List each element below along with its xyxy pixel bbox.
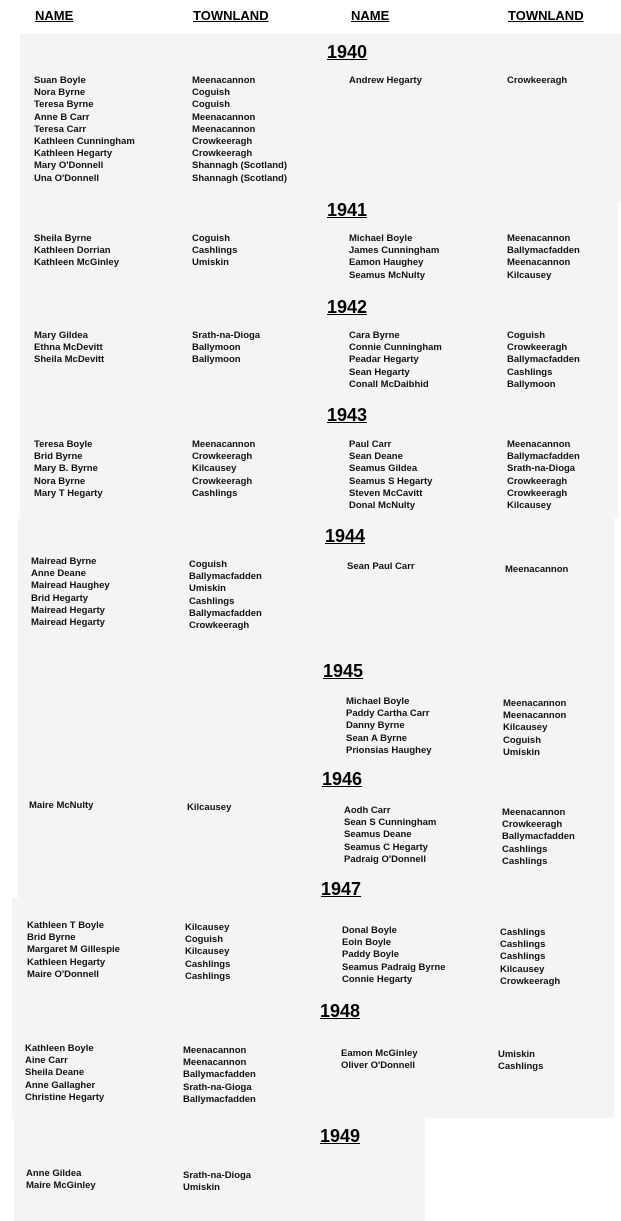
person-name: Teresa Boyle xyxy=(34,439,93,450)
person-name: Michael Boyle xyxy=(349,233,413,244)
townland: Meenacannon xyxy=(505,564,569,575)
townland: Ballymacfadden xyxy=(507,245,580,257)
townland: Srath-na-Dioga xyxy=(192,330,261,341)
year-heading: 1941 xyxy=(327,200,368,220)
townland: Meenacannon xyxy=(503,710,567,722)
person-name: Christine Hegarty xyxy=(25,1091,105,1103)
townland: Meenacannon xyxy=(183,1057,247,1069)
boys-name-column xyxy=(344,805,436,866)
person-name: Padraig O'Donnell xyxy=(344,853,426,865)
townland: Ballymoon xyxy=(507,378,556,390)
person-name: Suan Boyle xyxy=(34,75,86,86)
year-heading: 1948 xyxy=(320,1001,361,1021)
person-name: Connie Hegarty xyxy=(342,973,413,985)
person-name: Sean S Cunningham xyxy=(344,817,437,829)
townland: Meenacannon xyxy=(503,698,567,709)
townland: Ballymacfadden xyxy=(189,607,262,619)
person-name: James Cunningham xyxy=(349,245,440,257)
girls-townland-column xyxy=(185,922,230,983)
townland: Cashlings xyxy=(185,970,231,982)
person-name: Kathleen Dorrian xyxy=(34,245,111,257)
person-name: Kathleen McGinley xyxy=(34,257,119,269)
person-name: Oliver O'Donnell xyxy=(341,1060,416,1072)
townland: Coguish xyxy=(192,87,230,99)
girls-townland-column xyxy=(192,439,255,500)
townland: Meenacannon xyxy=(183,1045,247,1056)
person-name: Eoin Boyle xyxy=(342,937,392,949)
person-name: Seamus McNulty xyxy=(349,269,426,281)
townland: Ballymacfadden xyxy=(189,571,262,583)
girls-townland-column xyxy=(189,559,262,632)
header-townland-left: TOWNLAND xyxy=(193,8,269,23)
person-name: Nora Byrne xyxy=(34,475,86,487)
year-heading: 1944 xyxy=(325,526,366,546)
townland: Kilcausey xyxy=(185,946,230,958)
girls-townland-column xyxy=(192,330,260,367)
townland: Ballymacfadden xyxy=(502,831,575,843)
girls-name-column xyxy=(34,439,103,500)
girls-name-column xyxy=(34,330,104,367)
boys-townland-column xyxy=(507,439,580,512)
townland: Umiskin xyxy=(189,583,226,595)
townland: Srath-na-Dioga xyxy=(507,463,576,475)
townland: Crowkeeragh xyxy=(192,451,253,463)
boys-name-column xyxy=(342,925,446,986)
person-name: Sean Deane xyxy=(349,451,403,463)
person-name: Sheila Byrne xyxy=(34,233,92,244)
person-name: Margaret M Gillespie xyxy=(27,944,120,956)
person-name: Sean Hegarty xyxy=(349,366,410,378)
boys-townland-column xyxy=(505,564,568,576)
person-name: Maire McGinley xyxy=(26,1180,96,1192)
boys-name-column xyxy=(349,233,439,282)
person-name: Connie Cunningham xyxy=(349,342,442,354)
townland: Coguish xyxy=(192,99,230,111)
person-name: Seamus S Hegarty xyxy=(349,475,433,487)
person-name: Mary O'Donnell xyxy=(34,160,104,172)
person-name: Teresa Carr xyxy=(34,123,87,135)
year-heading: 1949 xyxy=(320,1126,361,1146)
townland: Shannagh (Scotland) xyxy=(192,172,287,184)
person-name: Prionsias Haughey xyxy=(346,744,432,756)
person-name: Maire O'Donnell xyxy=(27,968,99,980)
townland: Meenacannon xyxy=(507,257,571,269)
girls-name-column xyxy=(34,233,119,270)
year-heading: 1947 xyxy=(321,879,362,899)
person-name: Anne Gallagher xyxy=(25,1079,96,1091)
boys-name-column xyxy=(347,561,415,573)
townland: Coguish xyxy=(185,934,223,946)
townland: Meenacannon xyxy=(192,123,256,135)
townland: Srath-na-Gioga xyxy=(183,1081,252,1093)
townland: Crowkeeragh xyxy=(507,487,568,499)
townland: Srath-na-Dioga xyxy=(183,1170,252,1181)
townland: Crowkeeragh xyxy=(500,975,561,987)
person-name: Conall McDaibhid xyxy=(349,378,429,390)
townland: Umiskin xyxy=(503,746,540,758)
person-name: Seamus Padraig Byrne xyxy=(342,961,446,973)
boys-name-column xyxy=(346,696,432,757)
person-name: Paul Carr xyxy=(349,439,392,450)
townland: Ballymacfadden xyxy=(183,1093,256,1105)
girls-name-column xyxy=(29,800,93,812)
person-name: Brid Byrne xyxy=(34,451,83,463)
person-name: Brid Byrne xyxy=(27,932,76,944)
girls-townland-column xyxy=(192,233,237,270)
person-name: Una O'Donnell xyxy=(34,172,100,184)
person-name: Steven McCavitt xyxy=(349,487,423,499)
townland: Cashlings xyxy=(192,487,238,499)
townland: Cashlings xyxy=(185,958,231,970)
townland: Crowkeeragh xyxy=(502,819,563,831)
townland: Kilcausey xyxy=(192,463,237,475)
townland: Meenacannon xyxy=(192,111,256,123)
townland: Cashlings xyxy=(507,366,553,378)
person-name: Seamus Gildea xyxy=(349,463,418,475)
boys-name-column xyxy=(349,75,422,87)
year-heading: 1942 xyxy=(327,297,368,317)
person-name: Anne B Carr xyxy=(34,111,90,123)
boys-townland-column xyxy=(507,233,580,282)
person-name: Paddy Cartha Carr xyxy=(346,708,430,720)
townland: Crowkeeragh xyxy=(192,148,253,160)
townland: Coguish xyxy=(503,734,541,746)
girls-townland-column xyxy=(183,1170,251,1194)
townland: Cashlings xyxy=(502,843,548,855)
year-heading: 1946 xyxy=(322,769,363,789)
townland: Cashlings xyxy=(500,939,546,951)
person-name: Sean Paul Carr xyxy=(347,561,415,572)
person-name: Cara Byrne xyxy=(349,330,400,341)
girls-name-column xyxy=(25,1043,104,1104)
townland: Crowkeeragh xyxy=(507,342,568,354)
townland: Shannagh (Scotland) xyxy=(192,160,287,172)
girls-townland-column xyxy=(187,802,231,814)
townland: Umiskin xyxy=(192,257,229,269)
townland: Crowkeeragh xyxy=(507,475,568,487)
girls-townland-column xyxy=(183,1045,256,1106)
person-name: Nora Byrne xyxy=(34,87,86,99)
townland: Cashlings xyxy=(189,595,235,607)
person-name: Maire McNulty xyxy=(29,800,94,811)
person-name: Mairead Hegarty xyxy=(31,604,105,616)
person-name: Kathleen T Boyle xyxy=(27,920,105,931)
boys-townland-column xyxy=(503,698,566,759)
townland: Ballymacfadden xyxy=(183,1069,256,1081)
header-name-right: NAME xyxy=(351,8,390,23)
person-name: Danny Byrne xyxy=(346,720,405,732)
year-heading: 1940 xyxy=(327,42,368,62)
townland: Cashlings xyxy=(498,1061,544,1073)
townland: Meenacannon xyxy=(502,807,566,818)
person-name: Mary Gildea xyxy=(34,330,88,341)
townland: Cashlings xyxy=(500,927,546,938)
boys-townland-column xyxy=(507,75,567,87)
person-name: Seamus C Hegarty xyxy=(344,841,428,853)
year-heading: 1945 xyxy=(323,661,364,681)
header-townland-right: TOWNLAND xyxy=(508,8,584,23)
header-name-left: NAME xyxy=(35,8,74,23)
townland: Umiskin xyxy=(183,1182,220,1194)
person-name: Seamus Deane xyxy=(344,829,412,841)
boys-townland-column xyxy=(498,1049,543,1073)
townland: Meenacannon xyxy=(507,439,571,450)
townland: Ballymoon xyxy=(192,354,241,366)
person-name: Anne Gildea xyxy=(26,1168,82,1179)
person-name: Kathleen Boyle xyxy=(25,1043,94,1054)
townland: Kilcausey xyxy=(500,963,545,975)
person-name: Aodh Carr xyxy=(344,805,391,816)
townland: Meenacannon xyxy=(192,75,256,86)
townland: Ballymoon xyxy=(192,342,241,354)
person-name: Anne Deane xyxy=(31,568,86,580)
townland: Coguish xyxy=(192,233,230,244)
townland: Ballymacfadden xyxy=(507,354,580,366)
townland: Ballymacfadden xyxy=(507,451,580,463)
girls-townland-column xyxy=(192,75,287,185)
person-name: Mairead Byrne xyxy=(31,556,97,567)
person-name: Sheila McDevitt xyxy=(34,354,105,366)
townland: Umiskin xyxy=(498,1049,535,1060)
person-name: Kathleen Hegarty xyxy=(27,956,106,968)
townland: Crowkeeragh xyxy=(189,620,250,632)
girls-name-column xyxy=(26,1168,96,1192)
person-name: Kathleen Hegarty xyxy=(34,148,113,160)
person-name: Donal McNulty xyxy=(349,500,415,512)
person-name: Aine Carr xyxy=(25,1055,68,1067)
girls-name-column xyxy=(27,920,120,981)
boys-townland-column xyxy=(507,330,580,391)
person-name: Brid Hegarty xyxy=(31,592,89,604)
person-name: Sean A Byrne xyxy=(346,732,408,744)
person-name: Sheila Deane xyxy=(25,1067,85,1079)
boys-townland-column xyxy=(502,807,575,868)
boys-name-column xyxy=(349,439,432,512)
person-name: Ethna McDevitt xyxy=(34,342,103,354)
townland: Kilcausey xyxy=(507,500,552,512)
person-name: Paddy Boyle xyxy=(342,949,400,961)
boys-townland-column xyxy=(500,927,560,988)
person-name: Peadar Hegarty xyxy=(349,354,419,366)
person-name: Andrew Hegarty xyxy=(349,75,422,86)
girls-name-column xyxy=(31,556,110,629)
townland: Kilcausey xyxy=(187,802,232,813)
person-name: Teresa Byrne xyxy=(34,99,94,111)
girls-name-column xyxy=(34,75,135,185)
person-name: Kathleen Cunningham xyxy=(34,136,135,148)
boys-name-column xyxy=(341,1048,418,1072)
person-name: Eamon Haughey xyxy=(349,257,424,269)
townland: Meenacannon xyxy=(507,233,571,244)
townland: Cashlings xyxy=(502,855,548,867)
townland: Coguish xyxy=(189,559,227,570)
townland: Kilcausey xyxy=(507,269,552,281)
townland: Kilcausey xyxy=(503,722,548,734)
person-name: Mary B. Byrne xyxy=(34,463,98,475)
person-name: Donal Boyle xyxy=(342,925,397,936)
person-name: Mairead Haughey xyxy=(31,580,110,592)
townland: Crowkeeragh xyxy=(192,475,253,487)
person-name: Eamon McGinley xyxy=(341,1048,418,1059)
townland: Cashlings xyxy=(192,245,238,257)
year-heading: 1943 xyxy=(327,405,368,425)
townland: Meenacannon xyxy=(192,439,256,450)
townland: Kilcausey xyxy=(185,922,230,933)
townland: Cashlings xyxy=(500,951,546,963)
boys-name-column xyxy=(349,330,442,391)
person-name: Michael Boyle xyxy=(346,696,410,707)
townland: Crowkeeragh xyxy=(192,136,253,148)
person-name: Mary T Hegarty xyxy=(34,487,103,499)
townland: Crowkeeragh xyxy=(507,75,568,86)
townland: Coguish xyxy=(507,330,545,341)
person-name: Mairead Hegarty xyxy=(31,617,105,629)
